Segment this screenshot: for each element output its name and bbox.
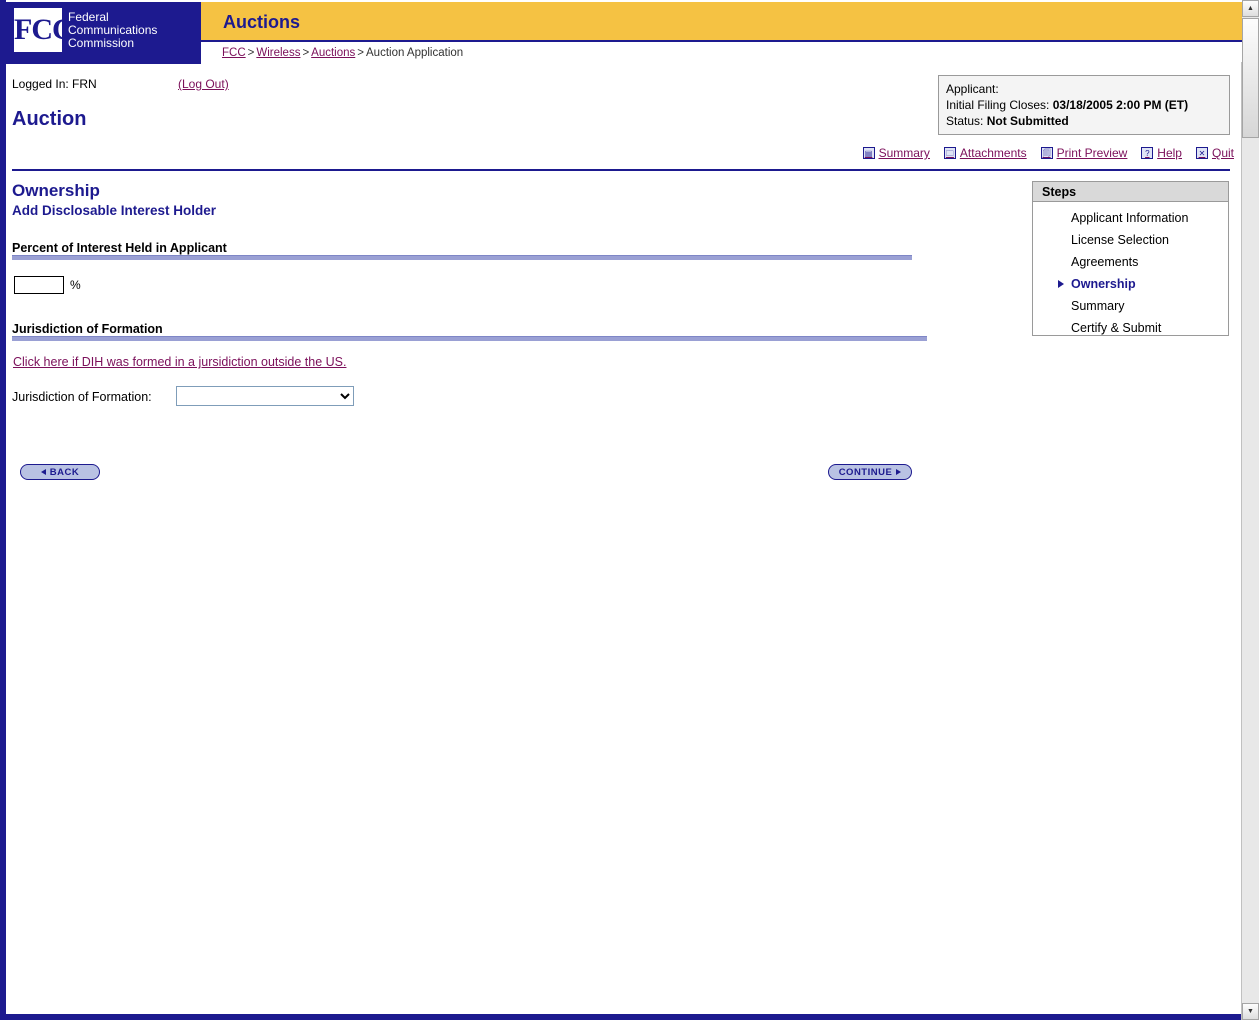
step-item-applicant-information[interactable]: Applicant Information — [1071, 211, 1189, 225]
back-arrow-icon — [41, 469, 46, 475]
attachments-link-label: Attachments — [959, 146, 1027, 160]
attachments-link[interactable] — [944, 146, 1027, 160]
logout-link-wrapper — [178, 77, 229, 91]
window-frame-bottom — [0, 1014, 1259, 1020]
back-button-label: BACK — [49, 466, 80, 478]
utility-links — [863, 146, 1234, 160]
continue-button-label: CONTINUE — [838, 466, 893, 478]
step-item-license-selection[interactable]: License Selection — [1071, 233, 1169, 247]
step-item-ownership[interactable]: Ownership — [1033, 273, 1228, 295]
print-preview-link[interactable] — [1041, 146, 1128, 160]
breadcrumb-item-fcc[interactable]: FCC — [222, 47, 246, 59]
print-preview-link-label: Print Preview — [1056, 146, 1128, 160]
header-divider — [12, 169, 1230, 171]
breadcrumb-item-auctions[interactable]: Auctions — [311, 47, 356, 59]
steps-panel-title: Steps — [1033, 182, 1228, 202]
scroll-down-glyph: ▼ — [1247, 1008, 1254, 1015]
summary-link-label: Summary — [878, 146, 930, 160]
outside-us-link[interactable]: Click here if DIH was formed in a jursidiction outside the US. — [13, 355, 347, 369]
jurisdiction-select[interactable] — [176, 386, 354, 406]
percent-section-rule — [12, 255, 912, 260]
breadcrumb-item-auction-application: Auction Application — [366, 47, 464, 59]
steps-list — [1033, 202, 1228, 339]
fcc-logo-line1: Federal — [68, 10, 109, 24]
jurisdiction-section-rule — [12, 336, 927, 341]
applicant-status-box — [938, 75, 1230, 135]
content-subheading: Add Disclosable Interest Holder — [12, 203, 217, 218]
back-button[interactable] — [20, 464, 100, 480]
initial-filing-row — [946, 97, 1222, 113]
breadcrumb — [222, 47, 463, 59]
quit-link-label: Quit — [1211, 146, 1234, 160]
vertical-scrollbar[interactable] — [1241, 0, 1259, 1020]
status-badge: Not Submitted — [986, 114, 1069, 128]
steps-panel — [1032, 181, 1229, 336]
page-title: Auction — [12, 108, 87, 130]
window-frame-left — [0, 0, 6, 1020]
continue-button[interactable] — [828, 464, 912, 480]
fcc-logo-mark: FCC — [14, 8, 62, 52]
breadcrumb-separator-1: > — [247, 47, 255, 59]
continue-arrow-icon — [896, 469, 901, 475]
help-link[interactable] — [1141, 146, 1182, 160]
fcc-logo-line3: Commission — [68, 36, 135, 50]
status-row — [946, 113, 1222, 129]
percent-section-label: Percent of Interest Held in Applicant — [12, 241, 227, 255]
summary-icon: ▤ — [863, 147, 875, 159]
applicant-label: Applicant: — [946, 82, 999, 96]
scroll-up-glyph: ▲ — [1247, 5, 1254, 12]
quit-link[interactable] — [1196, 146, 1234, 160]
initial-filing-value: 03/18/2005 2:00 PM (ET) — [1052, 98, 1189, 112]
content-heading: Ownership — [12, 181, 100, 200]
scrollbar-thumb[interactable] — [1242, 18, 1259, 138]
logged-in-label: Logged In: FRN — [12, 77, 97, 91]
step-item-summary[interactable]: Summary — [1071, 299, 1125, 313]
auctions-banner — [201, 2, 1242, 42]
status-label: Status: — [946, 114, 984, 128]
fcc-logo-text — [68, 11, 157, 50]
print-preview-icon: 🗐 — [1042, 149, 1051, 158]
step-item-agreements[interactable]: Agreements — [1071, 255, 1139, 269]
summary-link[interactable] — [863, 146, 930, 160]
percent-sign-label: % — [70, 278, 81, 292]
breadcrumb-separator-3: > — [357, 47, 364, 59]
step-item-certify-submit[interactable]: Certify & Submit — [1071, 321, 1162, 335]
scroll-down-icon[interactable] — [1242, 1003, 1259, 1020]
quit-icon: ✕ — [1196, 147, 1208, 159]
jurisdiction-field-label: Jurisdiction of Formation: — [12, 390, 152, 404]
help-link-label: Help — [1157, 146, 1182, 160]
help-icon: ? — [1141, 147, 1153, 159]
banner-title: Auctions — [223, 12, 301, 32]
attachments-icon: 🗀 — [945, 149, 954, 158]
scroll-up-icon[interactable] — [1242, 0, 1259, 17]
initial-filing-label: Initial Filing Closes: — [946, 98, 1050, 112]
breadcrumb-item-wireless[interactable]: Wireless — [256, 47, 301, 59]
fcc-logo[interactable] — [6, 2, 201, 64]
jurisdiction-section-label: Jurisdiction of Formation — [12, 322, 163, 336]
breadcrumb-separator-2: > — [302, 47, 310, 59]
logout-link[interactable]: (Log Out) — [178, 77, 229, 91]
fcc-logo-line2: Communications — [68, 23, 158, 37]
percent-input[interactable] — [14, 276, 64, 294]
